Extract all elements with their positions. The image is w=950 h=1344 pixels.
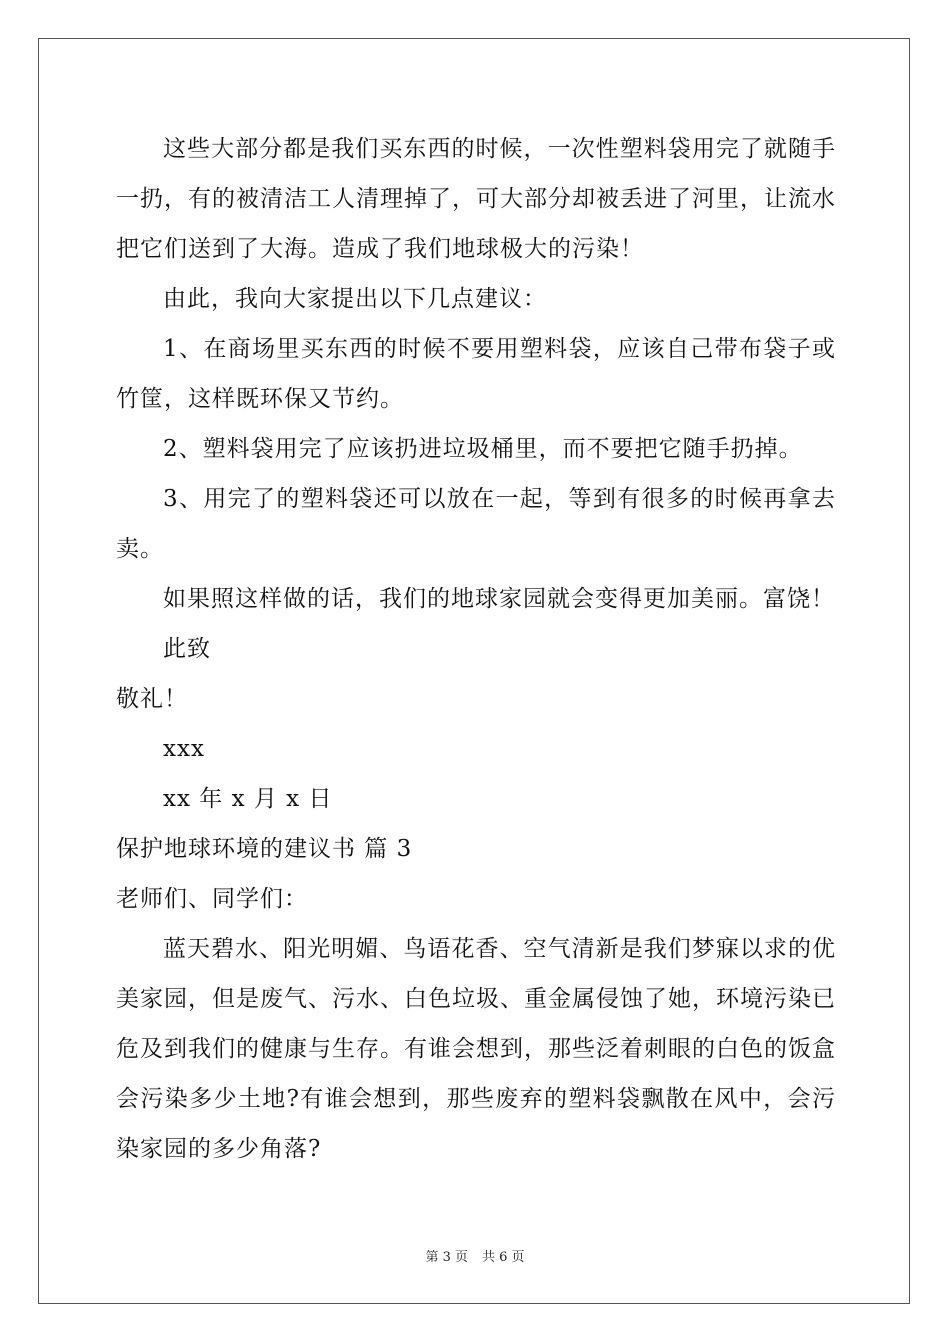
paragraph-suggestion-1: 1、在商场里买东西的时候不要用塑料袋，应该自己带布袋子或竹筐，这样既环保又节约。 [116,336,836,412]
section-title: 保护地球环境的建议书 篇 3 [116,836,413,862]
greeting: 老师们、同学们： [116,886,308,912]
page-number: 第 3 页 [425,1250,468,1265]
paragraph-suggestion-intro: 由此，我向大家提出以下几点建议： [163,286,547,312]
paragraph-environment: 蓝天碧水、阳光明媚、鸟语花香、空气清新是我们梦寐以求的优美家园，但是废气、污水、白色垃圾、重金属侵蚀了她，环境污染已危及到我们的健康与生存。有谁会想到，那些泛着刺眼的白色的饭盒会污染多少土地?有谁会想到，那些废弃的塑料袋飘散在风中，会污染家园的多少角落? [116,936,836,1162]
page-total: 共 6 页 [482,1250,525,1265]
paragraph-suggestion-3: 3、用完了的塑料袋还可以放在一起，等到有很多的时候再拿去卖。 [116,486,836,562]
date-line: xx 年 x 月 x 日 [163,786,333,812]
paragraph-conclusion: 如果照这样做的话，我们的地球家园就会变得更加美丽。富饶！ [163,586,835,612]
paragraph-suggestion-2: 2、塑料袋用完了应该扔进垃圾桶里，而不要把它随手扔掉。 [163,436,803,462]
document-body [116,124,836,1174]
closing-regards: 敬礼！ [116,686,188,712]
paragraph-pollution: 这些大部分都是我们买东西的时候，一次性塑料袋用完了就随手一扔，有的被清洁工人清理掉了，可大部分却被丢进了河里，让流水把它们送到了大海。造成了我们地球极大的污染！ [116,136,836,262]
closing-salutation: 此致 [163,636,211,662]
signature: xxx [163,736,205,762]
page-footer [0,1246,950,1265]
